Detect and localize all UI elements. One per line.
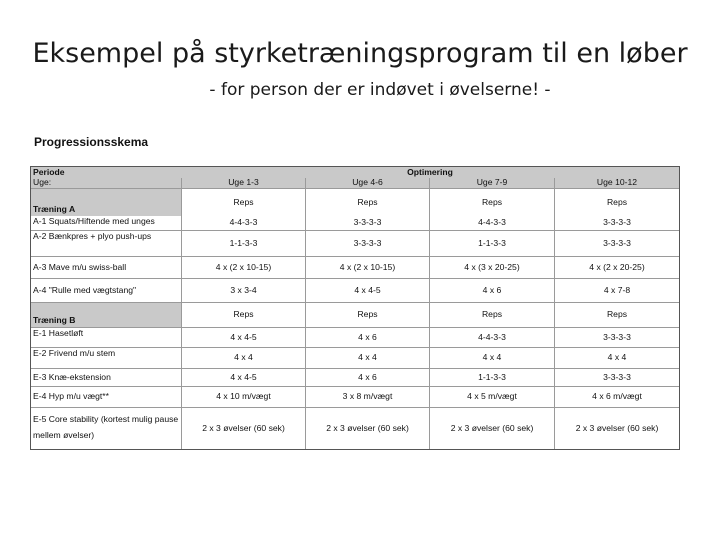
- reps-header: Reps: [181, 189, 305, 216]
- table-row: [31, 216, 679, 230]
- reps-header: Reps: [554, 303, 679, 327]
- exercise-name: E-1 Hasetløft: [33, 328, 84, 338]
- exercise-name: E-4 Hyp m/u vægt**: [33, 391, 109, 402]
- table-cell: 4 x 5 m/vægt: [429, 387, 554, 407]
- table-cell: 3-3-3-3: [305, 231, 429, 256]
- table-row: [31, 408, 679, 449]
- table-cell: 3-3-3-3: [554, 231, 679, 256]
- reps-header: Reps: [305, 189, 429, 216]
- table-cell: 1-1-3-3: [429, 369, 554, 386]
- week-cell: Uge 7-9: [429, 178, 554, 188]
- exercise-name: A-2 Bænkpres + plyo push-ups: [33, 231, 152, 241]
- week-cell: Uge 1-3: [181, 178, 305, 188]
- table-cell: 3-3-3-3: [305, 216, 429, 230]
- table-row: [31, 328, 679, 347]
- table-cell: 4 x 6: [305, 328, 429, 347]
- table-row: [31, 369, 679, 386]
- table-cell: 4 x 4: [305, 348, 429, 368]
- table-cell: 4 x 4: [554, 348, 679, 368]
- table-cell: 4 x 4: [429, 348, 554, 368]
- table-cell: 3 x 3-4: [181, 279, 305, 302]
- table-cell: 1-1-3-3: [429, 231, 554, 256]
- section-a-label: Træning A: [31, 189, 181, 216]
- slide-subtitle: - for person der er indøvet i øvelserne! -: [209, 80, 551, 100]
- table-cell: 4 x (2 x 10-15): [305, 257, 429, 278]
- table-cell: 3 x 8 m/vægt: [305, 387, 429, 407]
- reps-header: Reps: [305, 303, 429, 327]
- table-cell: 4 x 4: [181, 348, 305, 368]
- uge-label: Uge:: [33, 178, 52, 188]
- table-cell: 2 x 3 øvelser (60 sek): [305, 408, 429, 449]
- table-cell: 1-1-3-3: [181, 231, 305, 256]
- section-b-header: [31, 303, 679, 327]
- week-cell: Uge 4-6: [305, 178, 429, 188]
- table-cell: 4 x (2 x 10-15): [181, 257, 305, 278]
- table-cell: 4 x (2 x 20-25): [554, 257, 679, 278]
- table-row: [31, 387, 679, 407]
- table-row: [31, 257, 679, 278]
- exercise-name: A-4 "Rulle med vægtstang": [33, 284, 137, 295]
- table-cell: 4 x 6: [305, 369, 429, 386]
- table-cell: 2 x 3 øvelser (60 sek): [554, 408, 679, 449]
- table-cell: 4 x 7-8: [554, 279, 679, 302]
- periode-value: Optimering: [407, 167, 453, 177]
- table-cell: 4-4-3-3: [429, 328, 554, 347]
- exercise-name: A-3 Mave m/u swiss-ball: [33, 261, 127, 272]
- periode-label: Periode: [33, 167, 65, 177]
- table-cell: 4-4-3-3: [429, 216, 554, 230]
- exercise-name: E-3 Knæ-ekstension: [33, 371, 111, 382]
- table-cell: 4 x 4-5: [181, 369, 305, 386]
- reps-header: Reps: [554, 189, 679, 216]
- table-cell: 4-4-3-3: [181, 216, 305, 230]
- table-cell: 4 x 6 m/vægt: [554, 387, 679, 407]
- section-a-header: [31, 189, 679, 216]
- exercise-name: E-2 Frivend m/u stem: [33, 348, 116, 358]
- section-b-label: Træning B: [31, 303, 181, 327]
- table-cell: 4 x (3 x 20-25): [429, 257, 554, 278]
- week-cell: Uge 10-12: [554, 178, 679, 188]
- table-cell: 2 x 3 øvelser (60 sek): [429, 408, 554, 449]
- table-cell: 3-3-3-3: [554, 328, 679, 347]
- reps-header: Reps: [181, 303, 305, 327]
- slide-title: Eksempel på styrketræningsprogram til en løber: [32, 38, 688, 69]
- schema-title: Progressionsskema: [34, 135, 149, 149]
- table-cell: 4 x 10 m/vægt: [181, 387, 305, 407]
- table-cell: 3-3-3-3: [554, 216, 679, 230]
- table-cell: 4 x 4-5: [305, 279, 429, 302]
- table-cell: 4 x 6: [429, 279, 554, 302]
- exercise-name: A-1 Squats/Hiftende med unges: [33, 216, 155, 226]
- periode-row: [31, 167, 679, 178]
- table-row: [31, 348, 679, 368]
- exercise-name: E-5 Core stability (kortest mulig pause mellem øvelser): [33, 414, 179, 441]
- table-cell: 4 x 4-5: [181, 328, 305, 347]
- uge-row: [31, 178, 679, 188]
- reps-header: Reps: [429, 189, 554, 216]
- table-row: [31, 231, 679, 256]
- table-cell: 2 x 3 øvelser (60 sek): [181, 408, 305, 449]
- table-row: [31, 279, 679, 302]
- table-cell: 3-3-3-3: [554, 369, 679, 386]
- reps-header: Reps: [429, 303, 554, 327]
- progression-table: [30, 166, 680, 450]
